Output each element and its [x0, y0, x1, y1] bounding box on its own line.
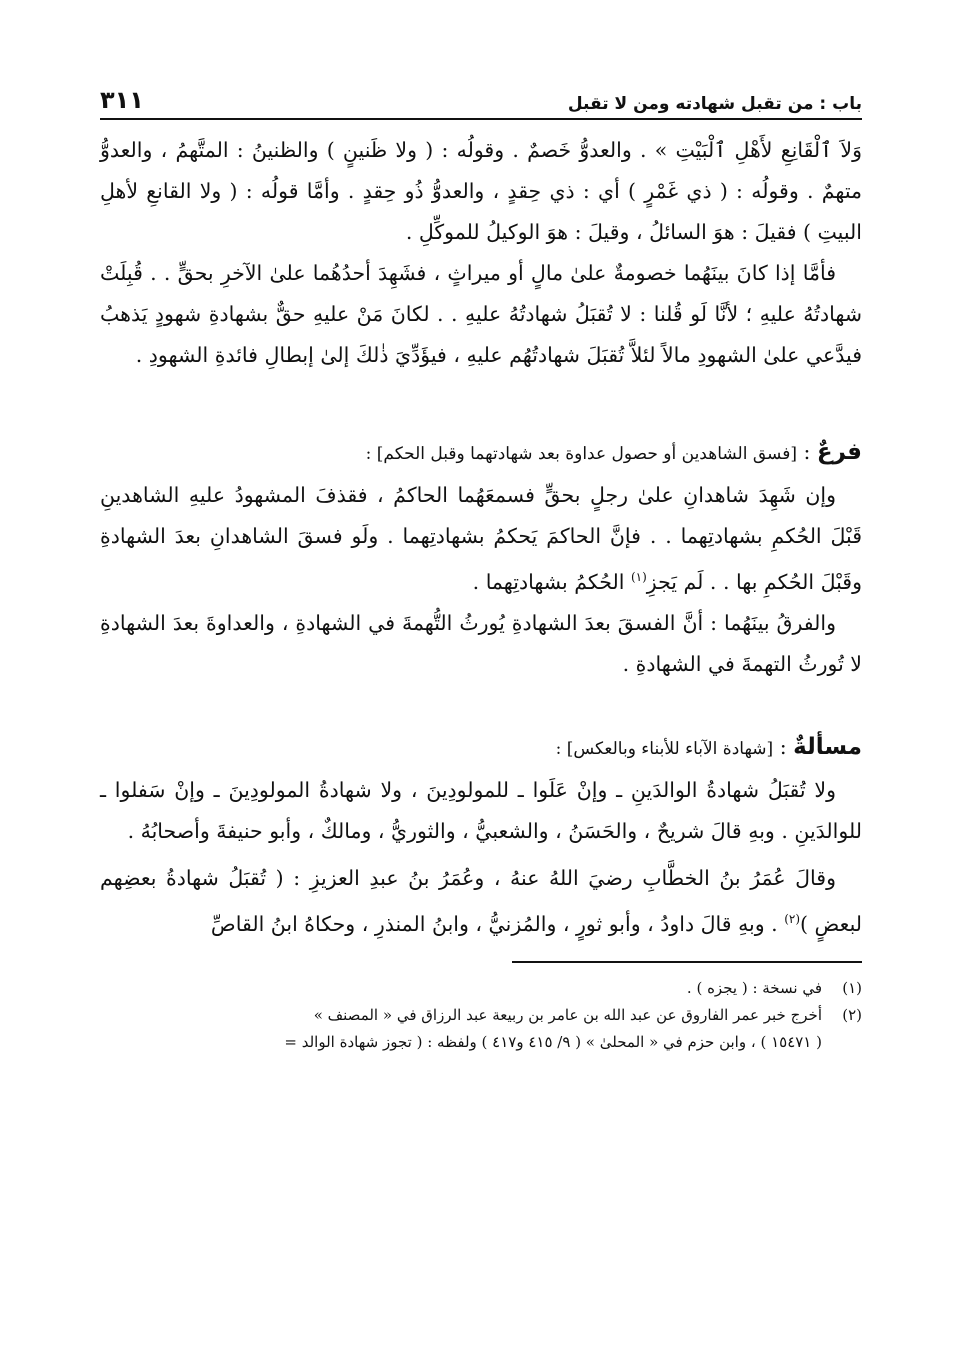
- running-title: باب : من تقبل شهادته ومن لا تقبل: [567, 94, 862, 114]
- book-page: [100, 78, 862, 1056]
- heading-term: فرعٌ: [816, 439, 862, 465]
- heading-colon: :: [796, 440, 817, 464]
- page-header: [100, 78, 862, 120]
- paragraph-text: وإن شَهِدَ شاهدانِ علىٰ رجلٍ بحقٍّ فسمعَهُما الحاكمُ ، فقذفَ المشهودُ عليهِ الشاهدينِ قَبْلَ الحُكمِ بشهادتِهما . . فإنَّ الحاكمَ يَحكمُ بشهادتِهما . ولَو فسقَ الشاهدانِ بعدَ الشهادةِ وقَبْلَ الحُكمِ بها . . لَم يَجزِ: [100, 483, 862, 594]
- section-heading-masala: [100, 727, 862, 770]
- footnote-ref-1: (١): [630, 570, 647, 584]
- heading-subtitle: [فسق الشاهدين أو حصول عداوة بعد شهادتهما وقبل الحكم] :: [365, 444, 797, 464]
- footnote-2-continued: [100, 1029, 862, 1056]
- paragraph-text: وقالَ عُمَرُ بنُ الخطَّابِ رضيَ اللهُ عنهُ ، وعُمَرُ بنُ عبدِ العزيزِ : ( تُقبَلُ شهادةُ بعضِهم لبعضٍ ): [100, 865, 862, 936]
- footnote-ref-2: (٢): [784, 911, 801, 926]
- footnote-divider: [512, 961, 862, 963]
- footnote-text: ( ١٥٤٧١ ) ، وابن حزم في « المحلىٰ » ( ٩/ ٤١٥ و٤١٧ ) ولفظه : ( تجوز شهادة الوالد =: [284, 1032, 822, 1051]
- paragraph-dispute-testimony: فأمَّا إذا كانَ بينَهُما خصومةٌ علىٰ مالٍ أو ميراثٍ ، فشَهِدَ أحدُهُما علىٰ الآخرِ بحقٍّ . . قُبِلَتْ شهادتُهُ عليهِ ؛ لأنَّا لَو قُلنا : لا تُقبَلُ شهادتُهُ عليهِ . . لكانَ مَنْ عليهِ حقٌّ بشهادةِ شهودٍ يَذهبُ فيدَّعي علىٰ الشهودِ مالاً لئلاَّ تُقبَلَ شهادتُهُم عليهِ ، فيؤَدِّيَ ذٰلكَ إلىٰ إبطالِ فائدةِ الشهودِ .: [100, 261, 862, 367]
- footnote-text: أخرج خبر عمر الفاروق عن عبد الله بن عامر بن ربيعة عبد الرزاق في « المصنف »: [313, 1005, 822, 1024]
- heading-term: مسألةٌ: [793, 733, 862, 760]
- paragraph-witness-fisq: [100, 475, 862, 603]
- paragraph-qani-explanation: وَلاَ ٱلْقَانِعِ لأَهْلِ ٱلْبَيْتِ » . والعدوُّ خَصمٌ . وقولُه : ( ولا ظَنينٍ ) والظنينُ : المتَّهمُ ، والعدوُّ متهمٌ . وقولُه : ( ذي غَمْرٍ ) أي : ذي حِقدٍ ، والعدوُّ ذُو حِقدٍ . وأمَّا قولُه : ( ولا القانعِ لأهلِ البيتِ ) فقيلَ : هوَ السائلُ ، وقيلَ : هوَ الوكيلُ للموكِّلِ .: [100, 138, 862, 244]
- heading-colon: :: [773, 734, 794, 759]
- footnote-number: (٢): [842, 1005, 862, 1024]
- heading-subtitle: [شهادة الآباء للأبناء وبالعكس] :: [555, 738, 774, 759]
- footnote-1: [100, 975, 862, 1002]
- footnote-2: [100, 1002, 862, 1029]
- paragraph-text: الحُكمُ بشهادتِهما .: [472, 569, 631, 594]
- footnote-number: (١): [842, 978, 862, 997]
- page-number: ٣١١: [100, 86, 144, 114]
- paragraph-difference: والفرقُ بينَهُما : أنَّ الفسقَ بعدَ الشهادةِ يُورثُ التُّهمةَ في الشهادةِ ، والعداوةَ بعدَ الشهادةِ لا تُورثُ التهمةَ في الشهادةِ .: [100, 610, 862, 676]
- section-heading-far: [100, 432, 862, 475]
- paragraph-umar-opinion: [100, 858, 862, 945]
- paragraph-text: . وبهِ قالَ داودُ ، وأبو ثورٍ ، والمُزنيُّ ، وابنُ المنذرِ ، وحكاهُ ابنُ القاصِّ: [210, 911, 785, 936]
- footnote-text: في نسخة : ( يجزه ) .: [686, 978, 822, 997]
- paragraph-parents-testimony: ولا تُقبَلُ شهادةُ الوالدَينِ ـ وإنْ عَلَوا ـ للمولودِينَ ، ولا شهادةُ المولودِينَ ـ وإنْ سَفلوا ـ للوالدَينِ . وبهِ قالَ شريحٌ ، والحَسَنُ ، والشعبيُّ ، والثوريُّ ، ومالكٌ ، وأبو حنيفةَ وأصحابُهُ .: [100, 777, 862, 843]
